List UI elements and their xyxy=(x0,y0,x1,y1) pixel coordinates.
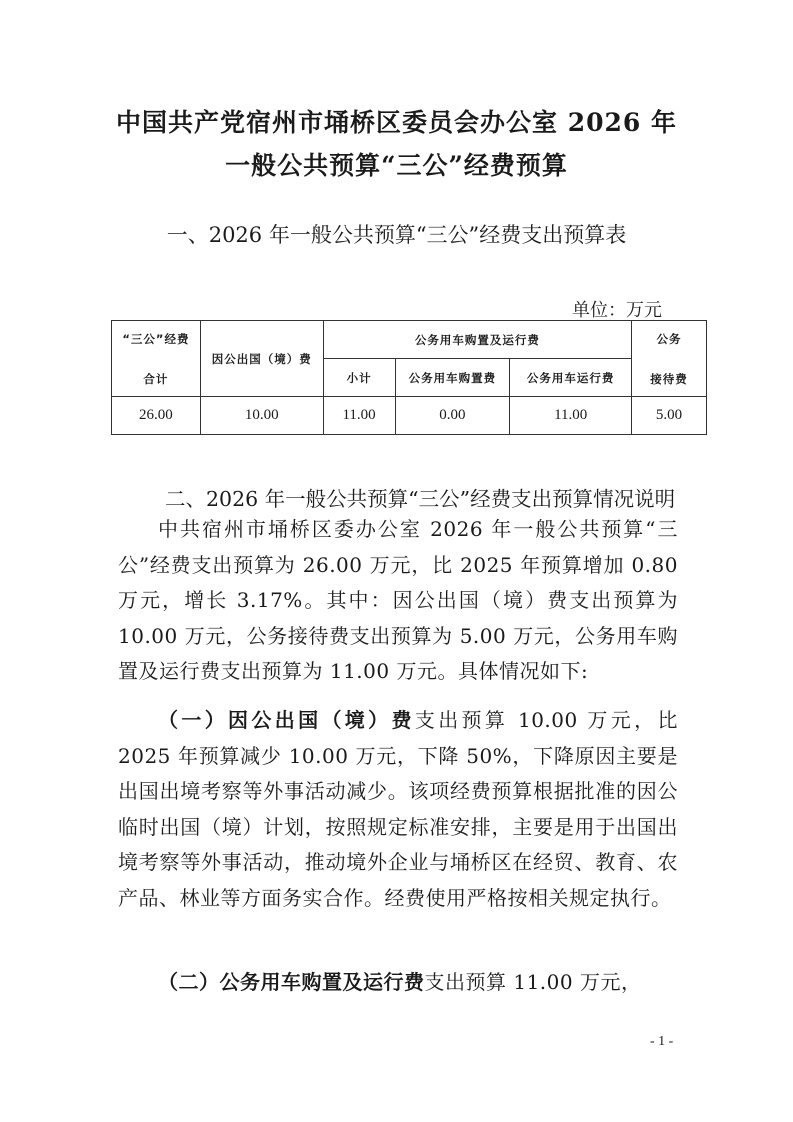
header-reception-line1: 公务 xyxy=(656,331,682,346)
unit-label: 单位：万元 xyxy=(572,300,662,321)
cell-vehicle-purchase: 0.00 xyxy=(395,397,510,435)
header-total xyxy=(112,321,201,397)
paragraph-vehicle-heading: （二）公务用车购置及运行费 xyxy=(158,970,425,994)
paragraph-vehicle-text: 支出预算 11.00 万元， xyxy=(424,970,642,994)
budget-table xyxy=(111,320,707,435)
header-vehicle-operation: 公务用车运行费 xyxy=(510,359,632,397)
cell-total: 26.00 xyxy=(112,397,201,435)
paragraph-summary: 中共宿州市埇桥区委办公室 2026 年一般公共预算“三公”经费支出预算为 26.00 万元，比 2025 年预算增加 0.80 万元，增长 3.17%。其中：因公出国（境）费支出预算为 10.00 万元，公务接待费支出预算为 5.00 万元，公务用车购置及运行费支出预算为 11.00 万元。具体情况如下: xyxy=(118,517,678,683)
section1-heading: 一、2026 年一般公共预算“三公”经费支出预算表 xyxy=(166,223,627,247)
paragraph-vehicle xyxy=(118,965,678,1001)
header-vehicle-group: 公务用车购置及运行费 xyxy=(323,321,631,359)
header-total-line2: 合计 xyxy=(143,371,169,386)
header-reception-line2: 接待费 xyxy=(650,371,688,386)
header-reception xyxy=(632,321,707,397)
paragraph-overseas-heading: （一）因公出国（境）费 xyxy=(158,708,415,732)
page-number: - 1 - xyxy=(650,1034,674,1049)
cell-vehicle-operation: 11.00 xyxy=(510,397,632,435)
header-subtotal: 小计 xyxy=(323,359,395,397)
document-title-line1: 中国共产党宿州市埇桥区委员会办公室 2026 年 xyxy=(116,108,677,137)
paragraph-overseas xyxy=(118,703,678,916)
section2-heading: 二、2026 年一般公共预算“三公”经费支出预算情况说明 xyxy=(165,487,676,511)
cell-overseas: 10.00 xyxy=(200,397,323,435)
paragraph-overseas-text: 支出预算 10.00 万元，比 2025 年预算减少 10.00 万元，下降 50%，下降原因主要是出国出境考察等外事活动减少。该项经费预算根据批准的因公临时出国（境）计划，按照规定标准安排，主要是用于出国出境考察等外事活动，推动境外企业与埇桥区在经贸、教育、农产品、林业等方面务实合作。经费使用严格按相关规定执行。 xyxy=(118,708,678,910)
header-vehicle-purchase: 公务用车购置费 xyxy=(395,359,510,397)
cell-reception: 5.00 xyxy=(632,397,707,435)
document-title-line2: 一般公共预算“三公”经费预算 xyxy=(225,151,568,180)
cell-subtotal: 11.00 xyxy=(323,397,395,435)
table-row xyxy=(112,397,707,435)
header-total-line1: “三公”经费 xyxy=(122,331,190,346)
header-overseas: 因公出国（境）费 xyxy=(200,321,323,397)
